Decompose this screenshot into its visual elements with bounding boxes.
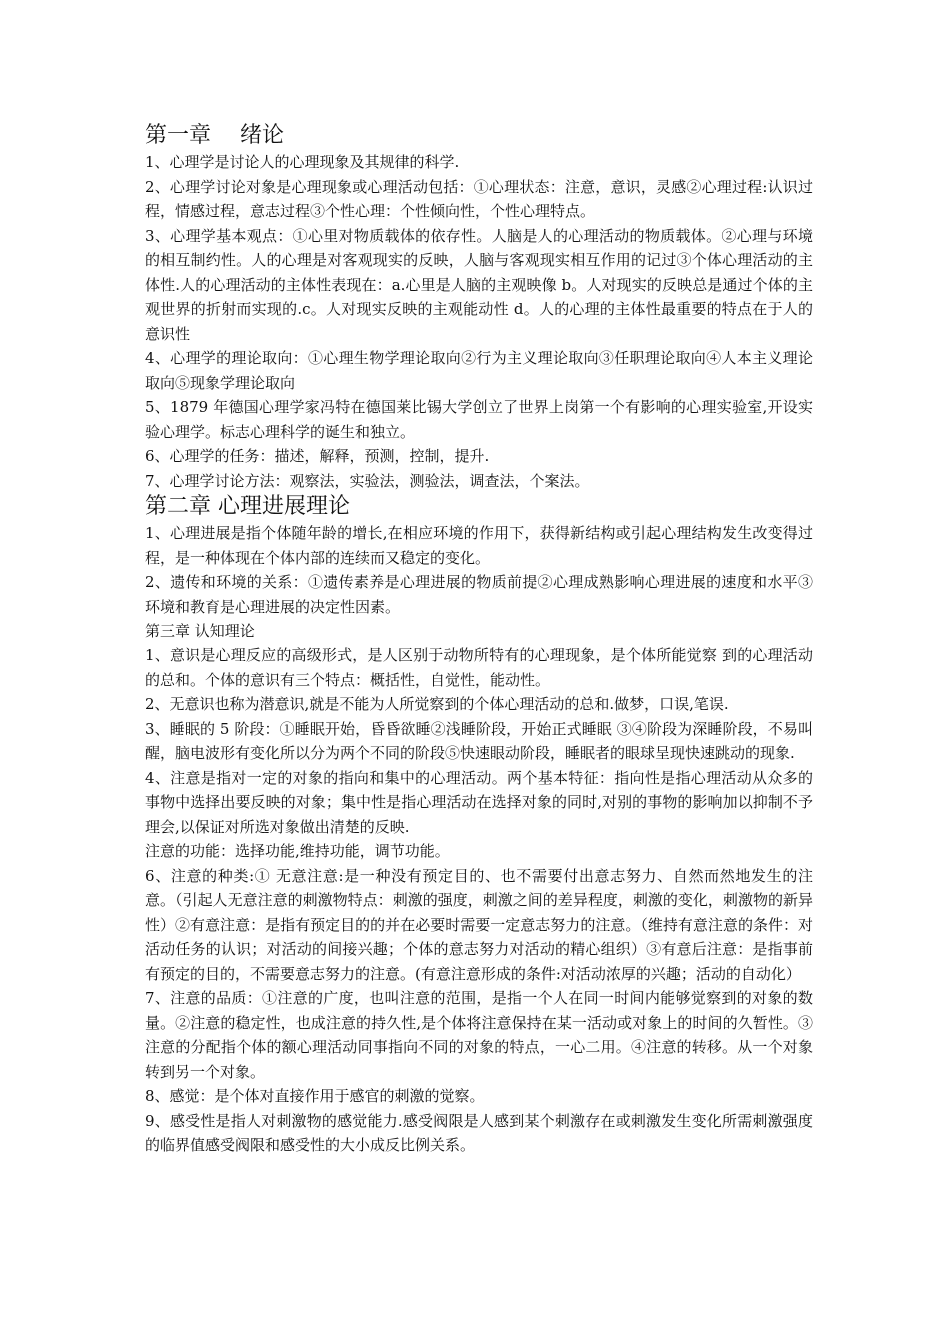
chapter-1-paragraph: 3、心理学基本观点：①心里对物质载体的依存性。人脑是人的心理活动的物质载体。②心理与环境的相互制约性。人的心理是对客观现实的反映，人脑与客观现实相互作用的记过③个体心理活动的主体性.人的心理活动的主体性表现在：a.心里是人脑的主观映像 b。人对现实的反映总是通过个体的主观世界的折射而实现的.c。人对现实反映的主观能动性 d。人的心理的主体性最重要的特点在于人的意识性 bbox=[145, 226, 813, 343]
chapter-1-paragraph: 2、心理学讨论对象是心理现象或心理活动包括：①心理状态：注意，意识，灵感②心理过程:认识过程，情感过程，意志过程③个性心理：个性倾向性，个性心理特点。 bbox=[145, 177, 813, 220]
chapter-3-paragraph: 3、睡眠的 5 阶段：①睡眠开始，昏昏欲睡②浅睡阶段，开始正式睡眠 ③④阶段为深睡阶段，不易叫醒，脑电波形有变化所以分为两个不同的阶段⑤快速眼动阶段，睡眠者的眼球呈现快速跳动的现象. bbox=[145, 719, 813, 762]
chapter-1-paragraph: 6、心理学的任务：描述，解释，预测，控制，提升. bbox=[145, 447, 490, 465]
chapter-1-title: 第一章 绪论 bbox=[145, 123, 284, 148]
chapter-3-paragraph: 4、注意是指对一定的对象的指向和集中的心理活动。两个基本特征：指向性是指心理活动从众多的事物中选择出要反映的对象；集中性是指心理活动在选择对象的同时,对别的事物的影响加以抑制不予理会,以保证对所选对象做出清楚的反映. bbox=[145, 768, 813, 836]
chapter-2-paragraph: 1、心理进展是指个体随年龄的增长,在相应环境的作用下，获得新结构或引起心理结构发生改变得过程，是一种体现在个体内部的连续而又稳定的变化。 bbox=[145, 524, 813, 567]
chapter-1-paragraph: 7、心理学讨论方法：观察法，实验法，测验法，调查法，个案法。 bbox=[145, 471, 590, 490]
document-page bbox=[145, 122, 813, 1158]
chapter-3-paragraph: 7、注意的品质：①注意的广度，也叫注意的范围，是指一个人在同一时间内能够觉察到的对象的数量。②注意的稳定性，也成注意的持久性,是个体将注意保持在某一活动或对象上的时间的久暂性。③注意的分配指个体的额心理活动同事指向不同的对象的特点，一心二用。④注意的转移。从一个对象转到另一个对象。 bbox=[145, 989, 813, 1081]
chapter-3-paragraph: 9、感受性是指人对刺激物的感觉能力.感受阀限是人感到某个刺激存在或刺激发生变化所需刺激强度的临界值感受阀限和感受性的大小成反比例关系。 bbox=[145, 1111, 813, 1154]
chapter-3-paragraph: 2、无意识也称为潜意识,就是不能为人所觉察到的个体心理活动的总和.做梦，口误,笔误. bbox=[145, 695, 729, 713]
chapter-1-paragraph: 4、心理学的理论取向：①心理生物学理论取向②行为主义理论取向③任职理论取向④人本主义理论取向⑤现象学理论取向 bbox=[145, 349, 813, 392]
chapter-1-paragraph: 5、1879 年德国心理学家冯特在德国莱比锡大学创立了世界上岗第一个有影响的心理实验室,开设实验心理学。标志心理科学的诞生和独立。 bbox=[145, 398, 813, 441]
chapter-2-title: 第二章 心理进展理论 bbox=[145, 494, 350, 519]
chapter-2-paragraph: 2、遗传和环境的关系：①遗传素养是心理进展的物质前提②心理成熟影响心理进展的速度和水平③环境和教育是心理进展的决定性因素。 bbox=[145, 573, 813, 616]
chapter-3-paragraph: 6、注意的种类:① 无意注意:是一种没有预定目的、也不需要付出意志努力、自然而然地发生的注意。（引起人无意注意的刺激物特点：刺激的强度，刺激之间的差异程度，刺激的变化，刺激物的新异性）②有意注意：是指有预定目的的并在必要时需要一定意志努力的注意。（维持有意注意的条件：对活动任务的认识；对活动的间接兴趣；个体的意志努力对活动的精心组织）③有意后注意：是指事前有预定的目的，不需要意志努力的注意。(有意注意形成的条件:对活动浓厚的兴趣；活动的自动化） bbox=[145, 866, 813, 983]
chapter-3-paragraph: 8、感觉：是个体对直接作用于感官的刺激的觉察。 bbox=[145, 1087, 485, 1105]
chapter-3-paragraph: 1、意识是心理反应的高级形式，是人区别于动物所特有的心理现象，是个体所能觉察 到的心理活动的总和。个体的意识有三个特点：概括性，自觉性，能动性。 bbox=[145, 646, 813, 689]
chapter-3-paragraph: 注意的功能：选择功能,维持功能，调节功能。 bbox=[145, 842, 450, 860]
chapter-1-paragraph: 1、心理学是讨论人的心理现象及其规律的科学. bbox=[145, 153, 460, 171]
chapter-3-title: 第三章 认知理论 bbox=[145, 622, 255, 640]
